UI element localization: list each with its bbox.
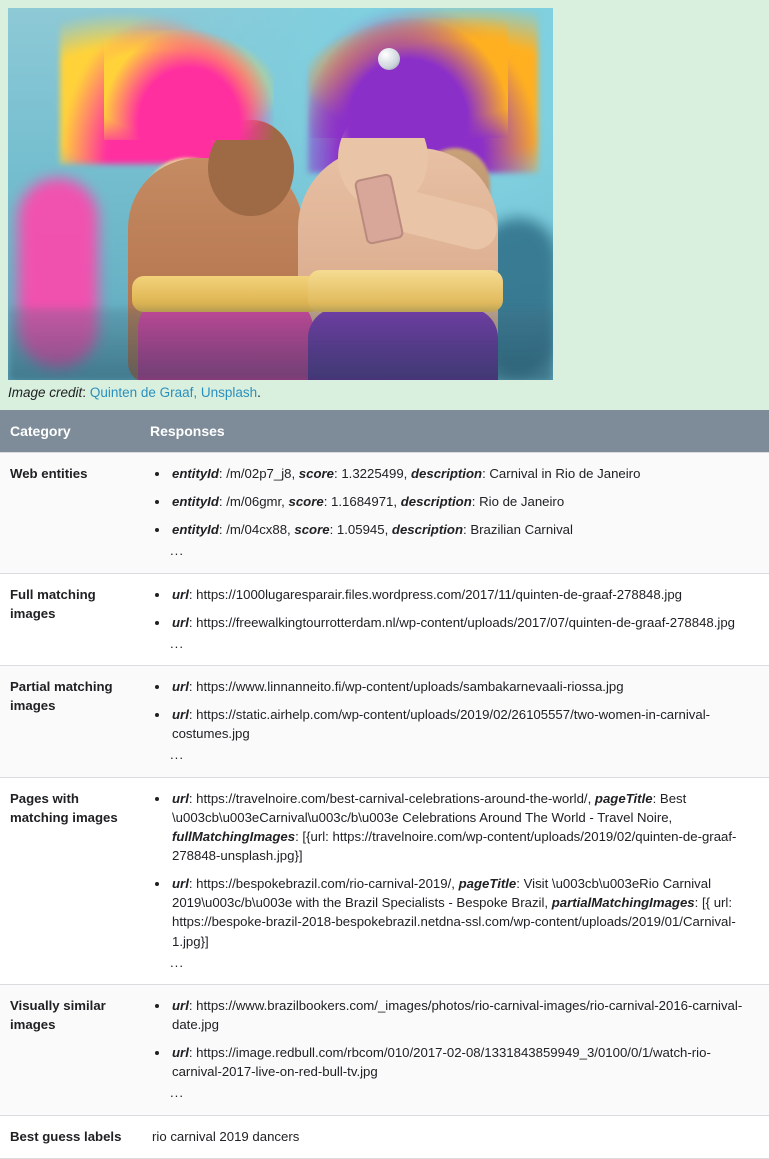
response-ellipsis: ...: [170, 747, 184, 763]
table-row: [0, 573, 769, 665]
response-ellipsis: ...: [170, 1085, 184, 1101]
row-category: Full matching images: [0, 573, 140, 665]
response-list-item: • url: https://freewalkingtourrotterdam.nl/wp-content/uploads/2017/07/quinten-de-graaf-278848.jpg: [170, 613, 759, 632]
response-list: [150, 996, 759, 1082]
response-ellipsis: ...: [170, 543, 184, 559]
table-row: [0, 453, 769, 574]
row-category: Visually similar images: [0, 984, 140, 1115]
response-text: rio carnival 2019 dancers: [152, 1128, 300, 1144]
response-list-item: • url: https://www.brazilbookers.com/_images/photos/rio-carnival-images/rio-carnival-2016-carnival-date.jpg: [170, 996, 759, 1034]
row-category: Partial matching images: [0, 665, 140, 777]
image-credit-label: Image credit: [8, 385, 83, 400]
carnival-photo: [8, 8, 553, 380]
photo-jewel: [378, 48, 400, 70]
response-list: [150, 464, 759, 539]
photo-foreground-blur: [8, 308, 553, 380]
photo-belt-left: [132, 276, 322, 312]
row-responses: [140, 573, 769, 665]
response-list-item: • url: https://bespokebrazil.com/rio-carnival-2019/, pageTitle: Visit \u003cb\u003eRio Carnival 2019\u003c/b\u003e with the Brazil Specialists - Bespoke Brazil, partialMatchingImages: [{ url: https://bespoke-brazil-2018-bespokebrazil.netdna-ssl.com/wp-content/uploads/2019/01/Carnival-1.jpg}]: [170, 874, 759, 951]
response-list: [150, 789, 759, 951]
row-responses: [140, 777, 769, 984]
column-header-responses: Responses: [140, 410, 769, 453]
response-list: [150, 585, 759, 632]
response-list-item: • url: https://static.airhelp.com/wp-content/uploads/2019/02/26105557/two-women-in-carnival-costumes.jpg: [170, 705, 759, 743]
row-category: Best guess labels: [0, 1115, 140, 1158]
image-credit: [0, 380, 769, 410]
photo-headdress-left: [104, 30, 274, 140]
table-row: [0, 665, 769, 777]
response-ellipsis: ...: [170, 635, 184, 651]
response-list-item: • url: https://www.linnanneito.fi/wp-content/uploads/sambakarnevaali-riossa.jpg: [170, 677, 759, 696]
image-credit-period: .: [257, 385, 261, 400]
response-list-item: • entityId: /m/04cx88, score: 1.05945, description: Brazilian Carnival: [170, 520, 759, 539]
response-ellipsis: ...: [170, 954, 184, 970]
row-responses: [140, 1115, 769, 1158]
response-list-item: • url: https://1000lugaresparair.files.wordpress.com/2017/11/quinten-de-graaf-278848.jpg: [170, 585, 759, 604]
table-header-row: [0, 410, 769, 453]
table-row: [0, 1115, 769, 1158]
hero-image-container: [0, 0, 769, 380]
row-responses: [140, 453, 769, 574]
image-credit-separator: :: [82, 385, 90, 400]
response-list-item: • entityId: /m/02p7_j8, score: 1.3225499, description: Carnival in Rio de Janeiro: [170, 464, 759, 483]
response-list-item: • entityId: /m/06gmr, score: 1.1684971, description: Rio de Janeiro: [170, 492, 759, 511]
table-body: [0, 453, 769, 1159]
response-list-item: • url: https://travelnoire.com/best-carnival-celebrations-around-the-world/, pageTitle: Best \u003cb\u003eCarnival\u003c/b\u003e Celebrations Around The World - Travel Noire, fullMatchingImages: [{url: https://travelnoire.com/wp-content/uploads/2019/02/quinten-de-graaf-278848-unsplash.jpg}]: [170, 789, 759, 866]
response-list-item: • url: https://image.redbull.com/rbcom/010/2017-02-08/1331843859949_3/0100/0/1/watch-rio-carnival-2017-live-on-red-bull-tv.jpg: [170, 1043, 759, 1081]
row-responses: [140, 984, 769, 1115]
table-row: [0, 777, 769, 984]
response-list: [150, 677, 759, 743]
row-category: Web entities: [0, 453, 140, 574]
column-header-category: Category: [0, 410, 140, 453]
row-responses: [140, 665, 769, 777]
table-row: [0, 984, 769, 1115]
web-detection-table: [0, 410, 769, 1159]
table-head: [0, 410, 769, 453]
image-credit-link[interactable]: Quinten de Graaf, Unsplash: [89, 385, 258, 400]
photo-headdress-right: [308, 18, 508, 138]
row-category: Pages with matching images: [0, 777, 140, 984]
photo-belt-right: [308, 270, 503, 312]
